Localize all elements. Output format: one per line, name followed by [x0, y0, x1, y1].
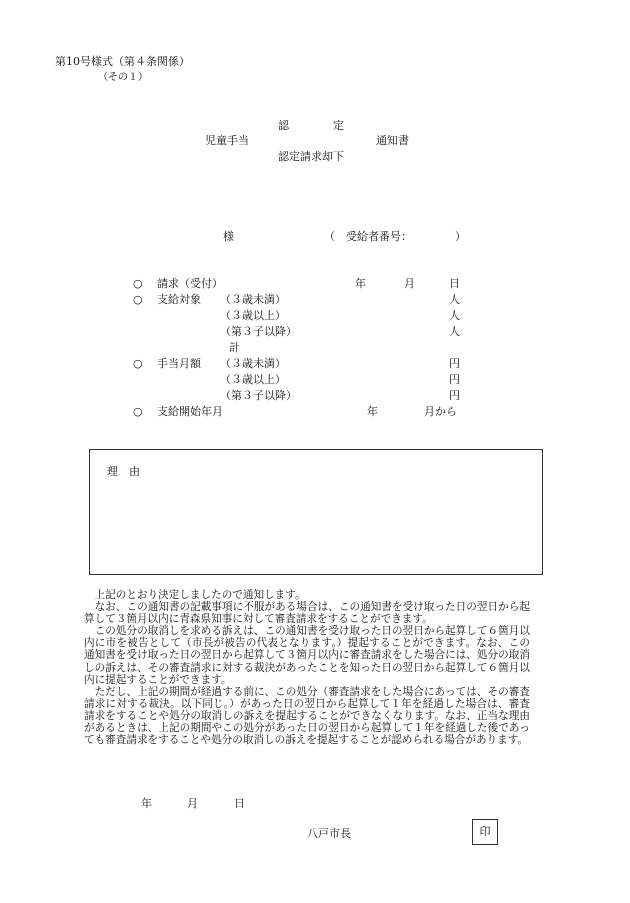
title-notice: 通知書: [376, 134, 409, 147]
bullet-monthly: ○: [133, 357, 143, 370]
eligible-over3-label: （３歳以上）: [220, 309, 286, 322]
monthly-over3-label: （３歳以上）: [220, 373, 286, 386]
date-year: 年: [141, 797, 152, 810]
eligible-label: 支給対象: [157, 293, 201, 306]
eligible-over3-unit: 人: [449, 309, 460, 322]
start-year: 年: [367, 405, 378, 418]
title-child-allowance: 児童手当: [205, 134, 249, 147]
start-month: 月から: [424, 405, 457, 418]
request-year: 年: [355, 277, 366, 290]
eligible-under3-unit: 人: [449, 293, 460, 306]
start-label: 支給開始年月: [157, 405, 223, 418]
bullet-start: ○: [133, 405, 143, 418]
notice-paragraph: ただし、上記の期間が経過する前に、この処分（審査請求をした場合にあっては、その審査請求に対する裁決。以下同じ。）があった日の翌日から起算して１年を経過した場合は、審査請求をすることや処分の取消しの訴えを提起することができなくなります。なお、正当な理由があるときは、上記の期間やこの処分があった日の翌日から起算して１年を経過した後であっても審査請求をすることや処分の取消しの訴えを提起することが認められる場合があります。: [84, 685, 530, 747]
request-month: 月: [404, 277, 415, 290]
recipient-number-label: （ 受給者番号：: [324, 230, 412, 243]
eligible-third-child-label: （第３子以降）: [220, 325, 297, 338]
form-number: 第10号様式（第４条関係）: [55, 55, 190, 68]
reason-box: [89, 449, 543, 575]
monthly-third-child-unit: 円: [449, 389, 460, 402]
monthly-over3-unit: 円: [449, 373, 460, 386]
seal-box: [472, 819, 498, 845]
date-month: 月: [187, 797, 198, 810]
request-day: 日: [449, 277, 460, 290]
notice-paragraph: この処分の取消しを求める訴えは、この通知書を受け取った日の翌日から起算して６箇月以内に市を被告として（市長が被告の代表となります。）提起することができます。なお、この通知書を受け取った日の翌日から起算して３箇月以内に審査請求をした場合には、処分の取消しの訴えは、その審査請求に対する裁決があったことを知った日の翌日から起算して６箇月以内に提起することができます。: [84, 625, 530, 686]
title-line-approval: 認 定: [278, 119, 344, 132]
reason-label: 理 由: [107, 465, 140, 478]
eligible-total-label: 計: [229, 341, 240, 354]
request-label: 請求（受付）: [157, 277, 223, 290]
eligible-under3-label: （３歳未満）: [220, 293, 286, 306]
monthly-third-child-label: （第３子以降）: [220, 389, 297, 402]
notice-paragraph: なお、この通知書の記載事項に不服がある場合は、この通知書を受け取った日の翌日から起算して３箇月以内に青森県知事に対して審査請求をすることができます。: [84, 601, 530, 626]
bullet-request: ○: [133, 277, 143, 290]
seal-label: 印: [479, 825, 491, 839]
addressee-sama: 様: [223, 230, 234, 243]
notice-text: [84, 589, 530, 746]
monthly-under3-unit: 円: [449, 357, 460, 370]
recipient-number-close: ）: [455, 230, 466, 243]
monthly-label: 手当月額: [157, 357, 201, 370]
eligible-third-child-unit: 人: [449, 325, 460, 338]
bullet-eligible: ○: [133, 293, 143, 306]
date-day: 日: [234, 797, 245, 810]
form-sub-number: （その１）: [98, 72, 148, 83]
issuer-name: 八戸市長: [307, 827, 351, 840]
title-line-rejection: 認定請求却下: [278, 150, 344, 163]
notice-paragraph: 上記のとおり決定しましたので通知します。: [94, 589, 306, 601]
monthly-under3-label: （３歳未満）: [220, 357, 286, 370]
